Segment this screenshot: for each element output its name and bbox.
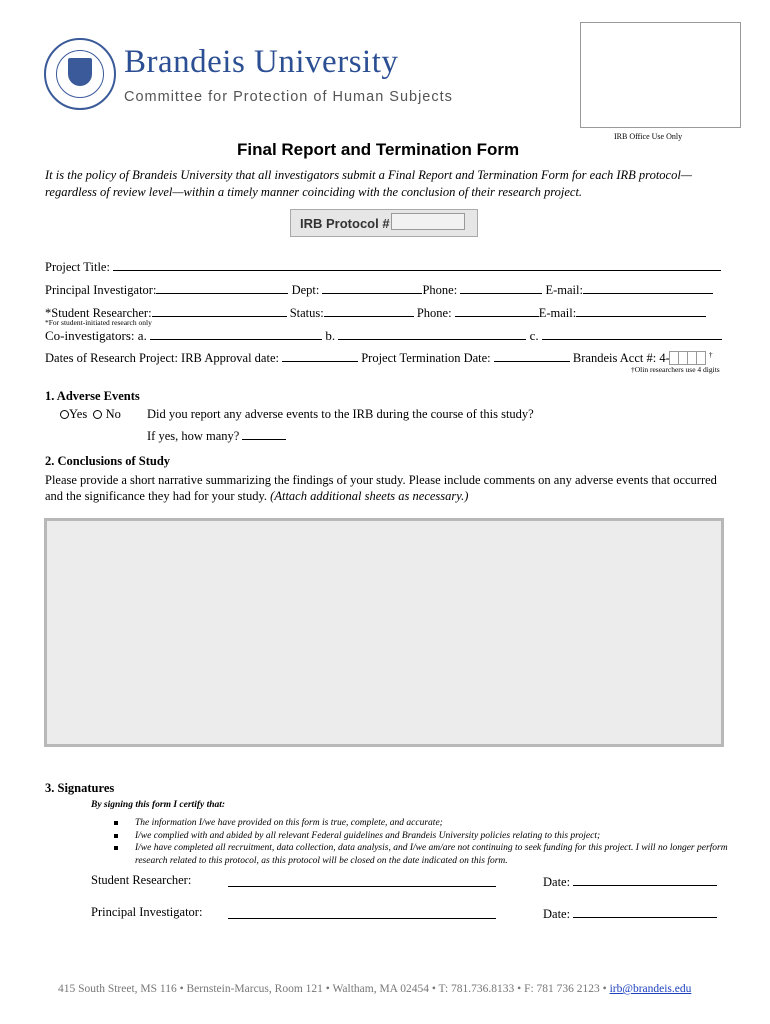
- howmany-label: If yes, how many?: [147, 429, 240, 443]
- section2-heading: 2. Conclusions of Study: [45, 454, 171, 468]
- co-investigators-label: Co-investigators: a.: [45, 328, 147, 343]
- student-sig-label: Student Researcher:: [91, 873, 192, 887]
- committee-name: Committee for Protection of Human Subjects: [124, 89, 453, 105]
- howmany-field[interactable]: [242, 427, 286, 440]
- form-title: Final Report and Termination Form: [237, 140, 520, 159]
- termination-label: Project Termination Date:: [361, 351, 491, 365]
- no-label: No: [105, 407, 121, 421]
- phone-label: Phone:: [422, 283, 458, 297]
- termination-field[interactable]: [494, 349, 570, 362]
- yes-label: Yes: [69, 407, 88, 421]
- phone-field[interactable]: [460, 281, 542, 294]
- pi-label: Principal Investigator:: [45, 283, 157, 297]
- office-use-label: IRB Office Use Only: [614, 132, 683, 141]
- howmany-row: [147, 427, 286, 444]
- pi-field[interactable]: [156, 281, 288, 294]
- student-field[interactable]: [152, 304, 287, 317]
- student-date-label: Date:: [543, 875, 571, 889]
- irb-approval-label: Dates of Research Project: IRB Approval date:: [45, 351, 279, 365]
- acct-digit-4[interactable]: [696, 351, 706, 365]
- dept-label: Dept:: [291, 283, 320, 297]
- certify-bullet: The information I/we have provided on this form is true, complete, and accurate;: [112, 817, 732, 830]
- dept-field[interactable]: [322, 281, 422, 294]
- certify-bullets: [112, 817, 732, 867]
- section2-instructions: [45, 472, 735, 504]
- acct-label: Brandeis Acct #: 4-: [572, 351, 670, 365]
- university-name: Brandeis University: [124, 44, 399, 80]
- phone2-field[interactable]: [455, 304, 539, 317]
- student-label: *Student Researcher:: [45, 306, 152, 320]
- footer-email-link[interactable]: irb@brandeis.edu: [609, 983, 692, 995]
- footer-address: 415 South Street, MS 116 • Bernstein-Marcus, Room 121 • Waltham, MA 02454 • T: 781.736.8133 • F: 781 736 2123 •: [58, 983, 607, 995]
- irb-protocol-input[interactable]: [391, 213, 465, 230]
- student-note: *For student-initiated research only: [45, 318, 152, 327]
- email2-label: E-mail:: [538, 306, 577, 320]
- olin-note: †Olin researchers use 4 digits: [631, 365, 720, 374]
- email-field[interactable]: [583, 281, 713, 294]
- narrative-textarea[interactable]: [44, 518, 724, 747]
- email-label: E-mail:: [545, 283, 583, 297]
- no-radio[interactable]: [93, 410, 102, 419]
- student-date-field[interactable]: [573, 873, 717, 886]
- pi-date-label: Date:: [543, 907, 571, 921]
- section1-heading: 1. Adverse Events: [45, 389, 140, 403]
- section3-heading: 3. Signatures: [45, 781, 115, 795]
- pi-row: [45, 281, 713, 298]
- phone2-label: Phone:: [416, 306, 452, 320]
- section2-attach-note: (Attach additional sheets as necessary.): [270, 489, 469, 503]
- status-field[interactable]: [324, 304, 414, 317]
- co-b-label: b.: [325, 328, 336, 343]
- project-title-label: Project Title:: [45, 260, 110, 274]
- university-seal-icon: [44, 38, 116, 110]
- co-c-label: c.: [529, 328, 539, 343]
- email2-field[interactable]: [576, 304, 706, 317]
- student-date-row: [543, 873, 717, 890]
- pi-sig-field[interactable]: [228, 906, 496, 919]
- status-label: Status:: [289, 306, 324, 320]
- certify-bullet: I/we complied with and abided by all relevant Federal guidelines and Brandeis University policies relating to this project;: [112, 830, 732, 843]
- pi-date-field[interactable]: [573, 905, 717, 918]
- dates-row: [45, 349, 713, 366]
- footer: [58, 983, 691, 995]
- certify-bullet: I/we have completed all recruitment, data collection, data analysis, and I/we am/are not continuing to seek funding for this project. I will no longer perform research related to this protocol, as this protocol will be closed on the date indicated on this form.: [112, 842, 732, 867]
- project-title-field[interactable]: [113, 258, 721, 271]
- section2-text: Please provide a short narrative summarizing the findings of your study. Please include comments on any adverse events that occurred and the significance they had for your study.: [45, 473, 717, 503]
- co-c-field[interactable]: [542, 327, 722, 340]
- co-investigators-row: [45, 327, 722, 344]
- pi-date-row: [543, 905, 717, 922]
- office-use-box: [580, 22, 741, 128]
- adverse-radio-group: [60, 407, 121, 422]
- pi-sig-label: Principal Investigator:: [91, 905, 203, 919]
- certify-text: By signing this form I certify that:: [91, 800, 226, 810]
- yes-radio[interactable]: [60, 410, 69, 419]
- co-a-field[interactable]: [150, 327, 322, 340]
- student-sig-field[interactable]: [228, 874, 496, 887]
- policy-text: It is the policy of Brandeis University that all investigators submit a Final Report and Termination Form for each IRB protocol—regardless of review level—within a timely manner coinciding with the conclusion of their research project.: [45, 168, 692, 199]
- irb-protocol-label: IRB Protocol #: [300, 216, 390, 231]
- project-title-row: [45, 258, 721, 275]
- co-b-field[interactable]: [338, 327, 526, 340]
- dagger-mark: †: [708, 349, 713, 359]
- adverse-question: Did you report any adverse events to the IRB during the course of this study?: [147, 407, 534, 421]
- irb-approval-field[interactable]: [282, 349, 358, 362]
